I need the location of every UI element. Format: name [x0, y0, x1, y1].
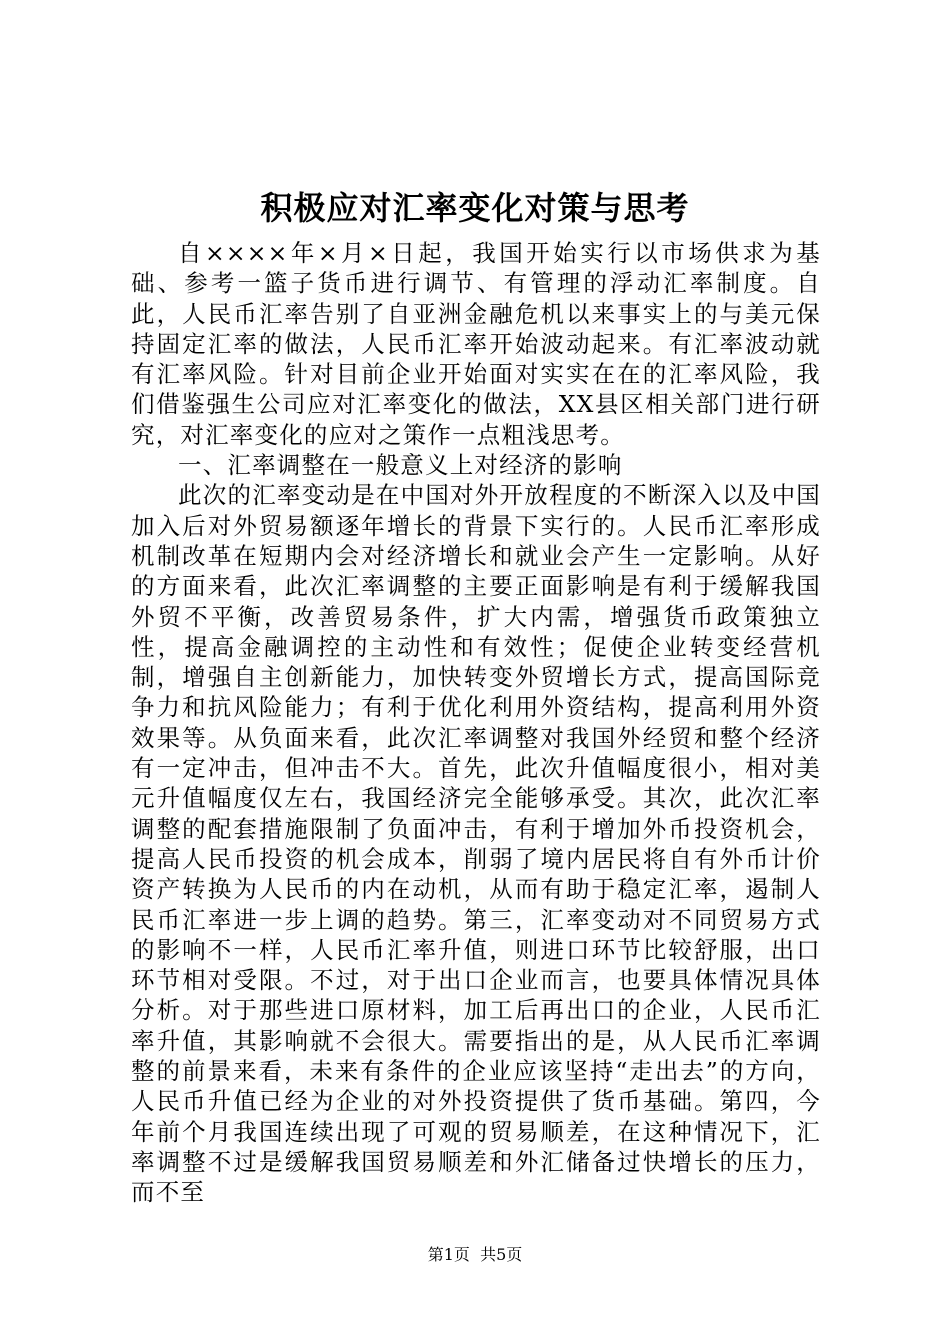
document-body	[131, 238, 821, 1208]
section-heading: 一、汇率调整在一般意义上对经济的影响	[178, 451, 623, 480]
page-footer	[0, 1245, 950, 1265]
intro-paragraph: 自××××年×月×日起，我国开始实行以市场供求为基础、参考一篮子货币进行调节、有管理的浮动汇率制度。自此，人民币汇率告别了自亚洲金融危机以来事实上的与美元保持固定汇率的做法，人民币汇率开始波动起来。有汇率波动就有汇率风险。针对目前企业开始面对实实在在的汇率风险，我们借鉴强生公司应对汇率变化的做法，XX县区相关部门进行研究，对汇率变化的应对之策作一点粗浅思考。	[131, 239, 821, 449]
footer-separator	[470, 1245, 480, 1264]
document-title: 积极应对汇率变化对策与思考	[260, 189, 690, 227]
page-number: 第1页	[427, 1245, 470, 1264]
section-paragraph: 此次的汇率变动是在中国对外开放程度的不断深入以及中国加入后对外贸易额逐年增长的背景下实行的。人民币汇率形成机制改革在短期内会对经济增长和就业会产生一定影响。从好的方面来看，此次汇率调整的主要正面影响是有利于缓解我国外贸不平衡，改善贸易条件，扩大内需，增强货币政策独立性，提高金融调控的主动性和有效性；促使企业转变经营机制，增强自主创新能力，加快转变外贸增长方式，提高国际竞争力和抗风险能力；有利于优化利用外资结构，提高利用外资效果等。从负面来看，此次汇率调整对我国外经贸和整个经济有一定冲击，但冲击不大。首先，此次升值幅度很小，相对美元升值幅度仅左右，我国经济完全能够承受。其次，此次汇率调整的配套措施限制了负面冲击，有利于增加外币投资机会，提高人民币投资的机会成本，削弱了境内居民将自有外币计价资产转换为人民币的内在动机，从而有助于稳定汇率，遏制人民币汇率进一步上调的趋势。第三，汇率变动对不同贸易方式的影响不一样，人民币汇率升值，则进口环节比较舒服，出口环节相对受限。不过，对于出口企业而言，也要具体情况具体分析。对于那些进口原材料，加工后再出口的企业，人民币汇率升值，其影响就不会很大。需要指出的是，从人民币汇率调整的前景来看，未来有条件的企业应该坚持“走出去”的方向，人民币升值已经为企业的对外投资提供了货币基础。第四，今年前个月我国连续出现了可观的贸易顺差，在这种情况下，汇率调整不过是缓解我国贸易顺差和外汇储备过快增长的压力，而不至	[131, 481, 821, 1207]
page-total: 共5页	[480, 1245, 523, 1264]
